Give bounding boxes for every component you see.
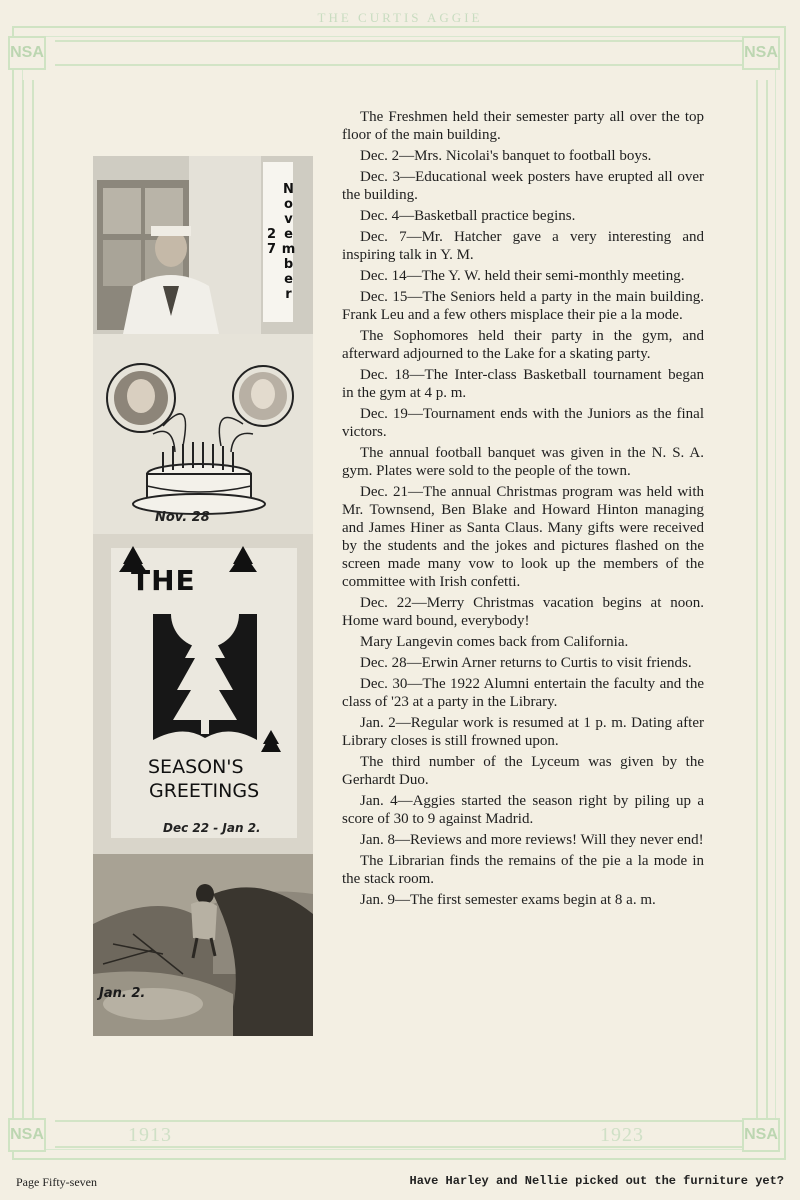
year-right: 1923 — [600, 1124, 644, 1146]
left-ornament-rule — [22, 80, 34, 1120]
entry-jan-2: Jan. 2—Regular work is resumed at 1 p. m. Dating after Library closes is still frowned upon. — [342, 715, 704, 749]
entry-dec-22: Dec. 22—Merry Christmas vacation begins at noon. Home ward bound, everybody! — [342, 595, 704, 629]
caption-dec22-jan2: Dec 22 - Jan 2. — [163, 821, 261, 835]
card-word-seasons: SEASON'S — [148, 756, 244, 778]
entry-dec-14: Dec. 14—The Y. W. held their semi-monthly meeting. — [360, 268, 685, 284]
birthday-cake-drawing — [93, 334, 313, 534]
running-head: THE CURTIS AGGIE — [317, 10, 483, 25]
photo-person-at-creek — [93, 854, 313, 1036]
greeting-card-art — [93, 534, 313, 854]
top-ornament-band — [55, 40, 745, 66]
entry-dec-30: Dec. 30—The 1922 Alumni entertain the faculty and the class of '23 at a party in the Library. — [342, 676, 704, 710]
entry-jan-9: Jan. 9—The first semester exams begin at 8 a. m. — [360, 892, 656, 908]
card-word-the: THE — [131, 564, 196, 597]
entry-dec-2: Dec. 2—Mrs. Nicolai's banquet to football boys. — [360, 148, 652, 164]
entry-freshmen-party: The Freshmen held their semester party all over the top floor of the main building. — [342, 109, 704, 143]
entry-dec-19: Dec. 19—Tournament ends with the Juniors as the final victors. — [342, 406, 704, 440]
diary-text-column — [342, 108, 704, 912]
entry-dec-3: Dec. 3—Educational week posters have erupted all over the building. — [342, 169, 704, 203]
photo-man-in-doorway — [93, 156, 313, 334]
year-left: 1913 — [128, 1124, 172, 1146]
entry-dec-28: Dec. 28—Erwin Arner returns to Curtis to visit friends. — [360, 655, 692, 671]
entry-jan-4: Jan. 4—Aggies started the season right by piling up a score of 30 to 9 against Madrid. — [342, 793, 704, 827]
right-ornament-rule — [756, 80, 768, 1120]
footer-quip: Have Harley and Nellie picked out the furniture yet? — [409, 1174, 784, 1188]
vertical-date-caption — [263, 162, 296, 322]
photo-collage — [93, 156, 313, 1036]
seasons-greetings-card — [93, 534, 313, 854]
entry-lyceum: The third number of the Lyceum was given by the Gerhardt Duo. — [342, 754, 704, 788]
corner-monogram-bottom-right: NSA — [742, 1118, 780, 1152]
caption-jan-2: Jan. 2. — [99, 986, 146, 1001]
card-word-greetings: GREETINGS — [149, 780, 260, 802]
entry-jan-8: Jan. 8—Reviews and more reviews! Will they never end! — [360, 832, 704, 848]
cake-drawing-art — [93, 334, 313, 534]
entry-dec-7: Dec. 7—Mr. Hatcher gave a very interesting and inspiring talk in Y. M. — [342, 229, 704, 263]
corner-monogram-top-left: NSA — [8, 36, 46, 70]
entry-sophomore-party: The Sophomores held their party in the gym, and afterward adjourned to the Lake for a skating party. — [342, 328, 704, 362]
corner-monogram-top-right: NSA — [742, 36, 780, 70]
vertical-date-text: November 27 — [264, 182, 296, 302]
corner-monogram-bottom-left: NSA — [8, 1118, 46, 1152]
entry-dec-4: Dec. 4—Basketball practice begins. — [360, 208, 576, 224]
caption-nov-28: Nov. 28 — [155, 510, 210, 525]
entry-football-banquet: The annual football banquet was given in the N. S. A. gym. Plates were sold to the people of the town. — [342, 445, 704, 479]
creek-photo-art — [93, 854, 313, 1036]
entry-mary-langevin: Mary Langevin comes back from California. — [360, 634, 629, 650]
entry-dec-15: Dec. 15—The Seniors held a party in the main building. Frank Leu and a few others misplace their pie a la mode. — [342, 289, 704, 323]
entry-dec-18: Dec. 18—The Inter-class Basketball tournament began in the gym at 4 p. m. — [342, 367, 704, 401]
entry-dec-21: Dec. 21—The annual Christmas program was held with Mr. Townsend, Ben Blake and Howard Hinton managing and James Hiner as Santa Claus. Many gifts were received by the students and the jokes and pictures flashed on the screen made many vow to look up the members of the committee with Irish confetti. — [342, 484, 704, 590]
page-number-label: Page Fifty-seven — [16, 1175, 97, 1189]
entry-librarian: The Librarian finds the remains of the pie a la mode in the stack room. — [342, 853, 704, 887]
